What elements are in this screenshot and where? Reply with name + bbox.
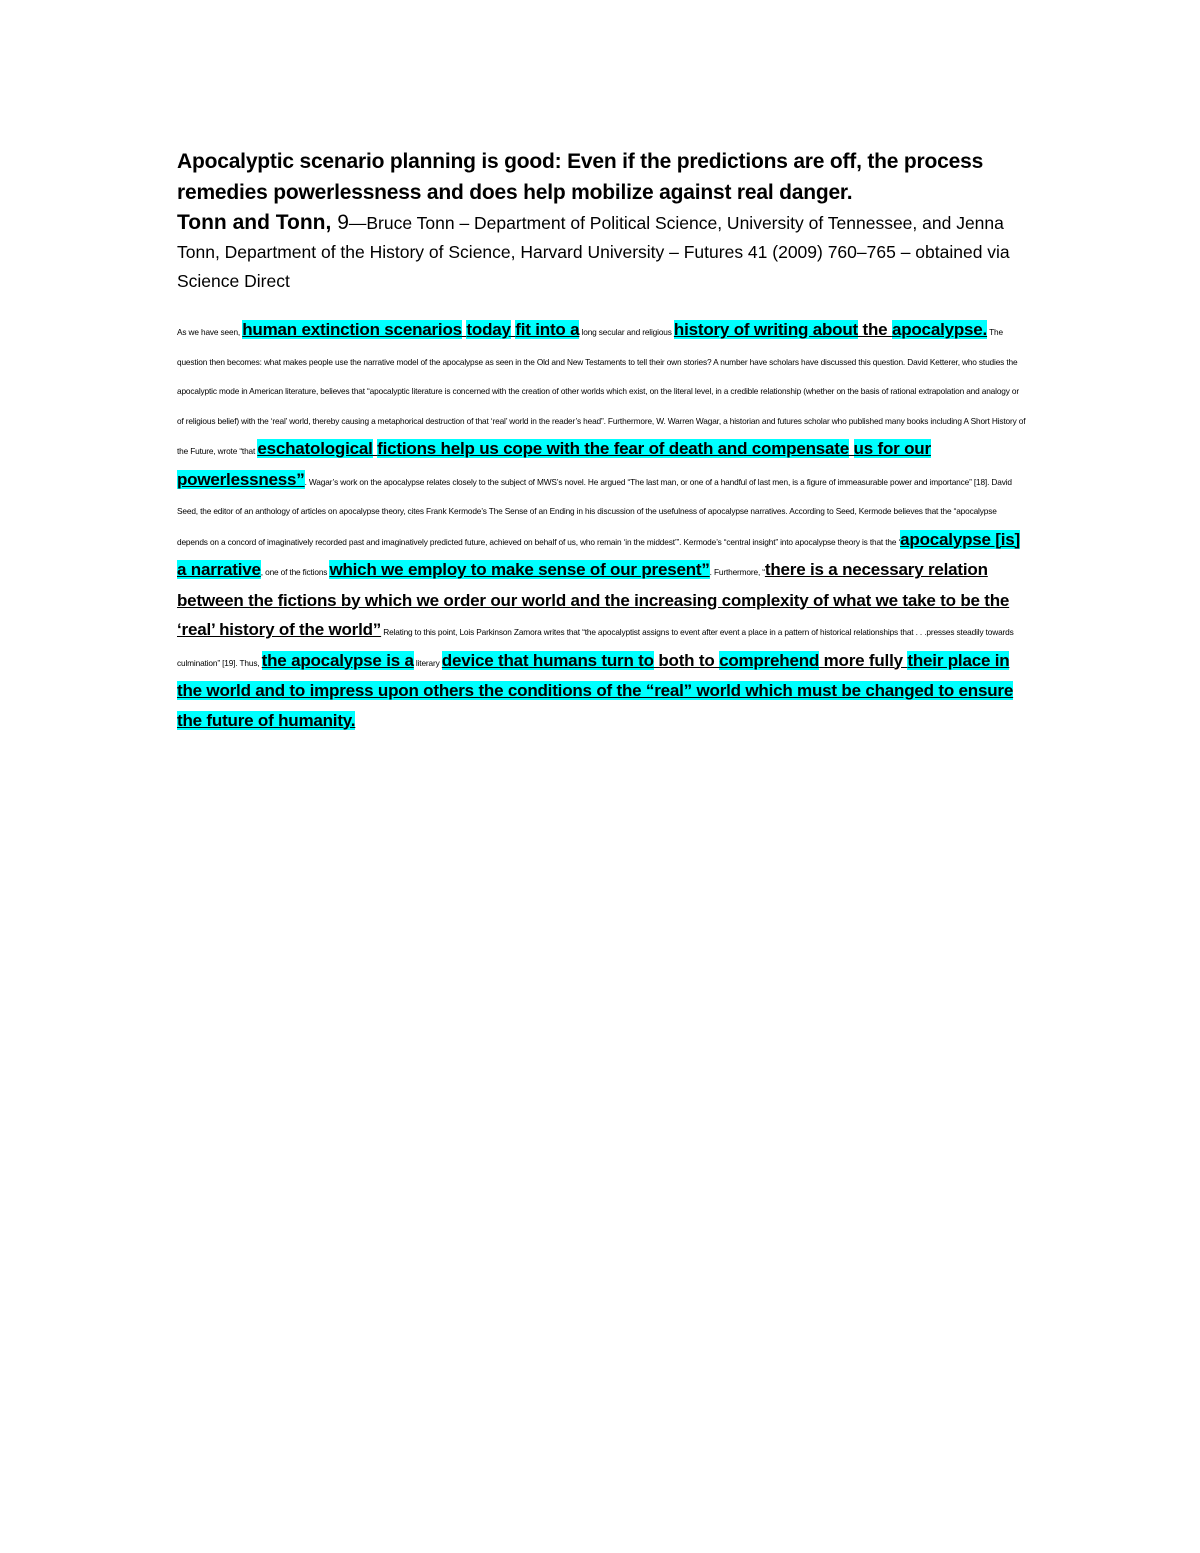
card-highlighted-run: us for our powerlessness” (177, 439, 931, 489)
document-content (177, 146, 1027, 752)
citation-author: Tonn and Tonn, (177, 211, 338, 234)
card-underlined-run: both to (653, 650, 720, 670)
card-text-run: Relating to this point, Lois Parkinson Zamora writes that “the apocalyptist assigns to event after event a place in a pattern of historical relationships that . . .presses steadily towards culmination” [19]. Thus, (177, 627, 1014, 668)
card-highlighted-run: apocalypse [is] a narrative (177, 529, 1020, 579)
card-underlined-run: more fully (819, 650, 908, 670)
card-highlighted-run: history of writing about (673, 320, 858, 339)
card-citation (177, 208, 1027, 296)
card-text-run: , one of the fictions (260, 567, 330, 577)
card-highlighted-run: human extinction scenarios (242, 320, 462, 339)
card-highlighted-run: device that humans turn to (441, 650, 654, 670)
card-text-run: literary (413, 657, 442, 668)
card-text-run: . Furthermore, “ (709, 567, 765, 577)
card-underlined-run (849, 439, 854, 458)
card-text-run: long secular and religious (579, 327, 674, 337)
card-highlighted-run: eschatological (257, 439, 373, 458)
card-highlighted-run: which we employ to make sense of our present” (329, 560, 710, 579)
citation-details: —Bruce Tonn – Department of Political Science, University of Tennessee, and Jenna Tonn, Department of the History of Science, Harvard University – Futures 41 (2009) 760–765 – obtained via Science Direct (177, 213, 1010, 291)
card-highlighted-run: fictions help us cope with the fear of death and compensate (377, 439, 850, 458)
card-text-run: As we have seen, (177, 327, 243, 337)
card-highlighted-run: their place in the world and to impress upon others the conditions of the “real” world which must be changed to ensure the future of humanity. (177, 650, 1014, 730)
card-tag: Apocalyptic scenario planning is good: Even if the predictions are off, the process remedies powerlessness and does help mobilize against real danger. (177, 150, 984, 204)
card-highlighted-run: comprehend (719, 650, 820, 670)
citation-year: 9 (337, 211, 349, 234)
card-highlighted-run: today (466, 320, 511, 339)
card-highlighted-run: fit into a (515, 320, 580, 339)
card-text-run: The question then becomes: what makes people use the narrative model of the apocalypse as seen in the Old and New Testaments to tell their own stories? A number have scholars have discussed this question. David Ketterer, who studies the apocalyptic mode in American literature, believes that “apocalyptic literature is concerned with the creation of other worlds which exist, on the literal level, in a credible relationship (whether on the basis of rational extrapolation and analogy or of religious belief) with the ‘real’ world, thereby causing a metaphorical destruction of that ‘real’ world in the reader’s head”. Furthermore, W. Warren Wagar, a historian and futures scholar who published many books including A Short History of the Future, wrote “that (177, 327, 1026, 456)
card-body (177, 316, 1027, 736)
card-text-run: . Wagar’s work on the apocalypse relates closely to the subject of MWS’s novel. He argued “The last man, or one of a handful of last men, is a figure of immeasurable power and importance” [18]. David Seed, the editor of an anthology of articles on apocalypse theory, cites Frank Kermode’s The Sense of an Ending in his discussion of the usefulness of apocalypse narratives. According to Seed, Kermode believes that the “apocalypse depends on a concord of imaginatively recorded past and imaginatively predicted future, achieved on behalf of us, who remain ‘in the middest’”. Kermode’s “central insight” into apocalypse theory is that the ‘ (177, 476, 1012, 547)
card-highlighted-run: apocalypse. (891, 320, 988, 339)
card-highlighted-run: the apocalypse is a (261, 650, 414, 670)
card-underlined-run: there is a necessary relation between the fictions by which we order our world and the increasing complexity of what we take to be the ‘real’ history of the world” (177, 560, 1010, 639)
card-underlined-run: the (857, 320, 892, 339)
